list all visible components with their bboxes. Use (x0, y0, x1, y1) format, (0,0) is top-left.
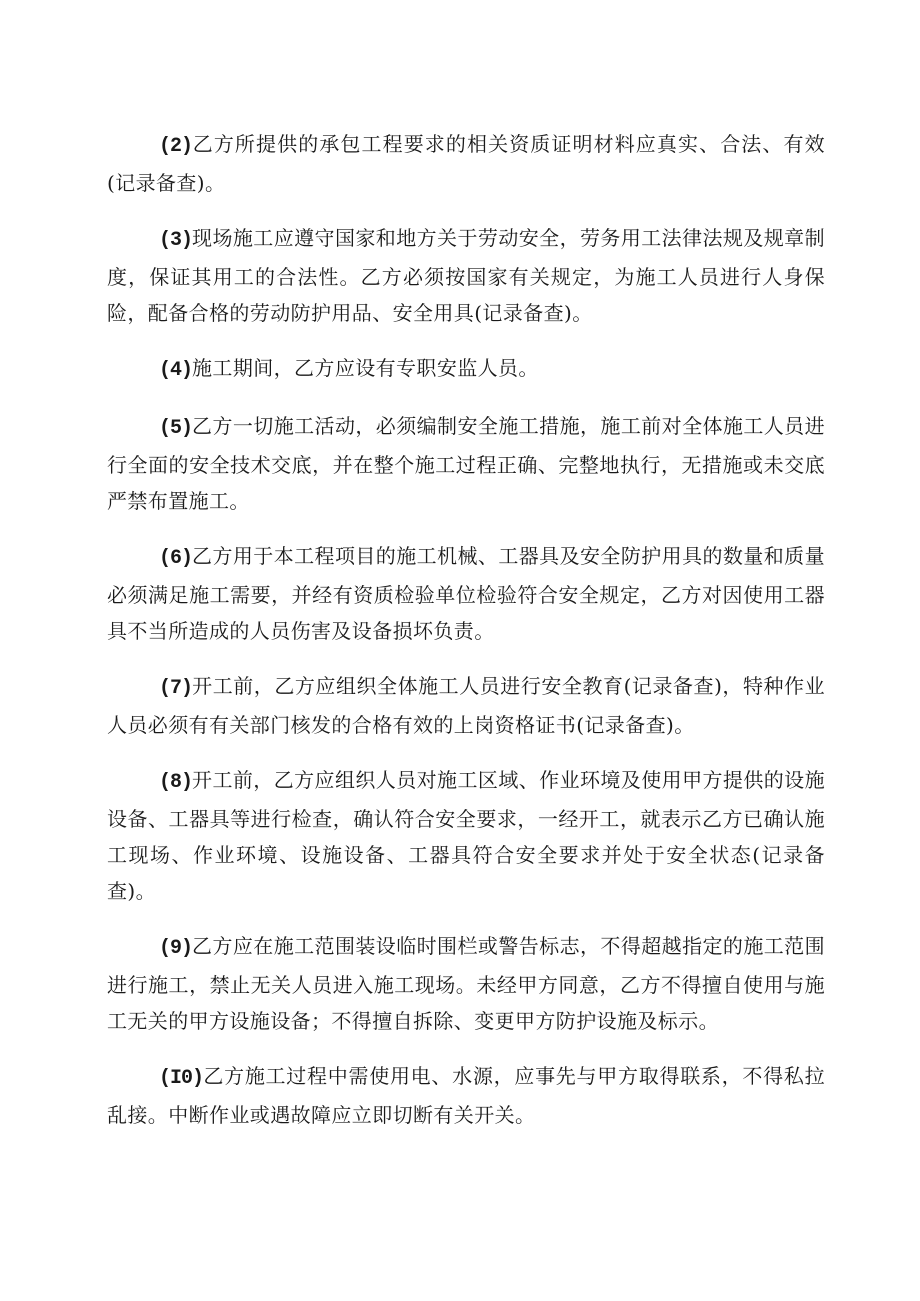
clause-text: 乙方用于本工程项目的施工机械、工器具及安全防护用具的数量和质量必须满足施工需要，并经有资质检验单位检验符合安全规定，乙方对因使用工器具不当所造成的人员伤害及设备损坏负责。 (107, 544, 825, 643)
clause-text: 乙方施工过程中需使用电、水源，应事先与甲方取得联系，不得私拉乱接。中断作业或遇故障应立即切断有关开关。 (107, 1064, 825, 1127)
clause-3 (107, 220, 825, 331)
clause-5 (107, 408, 825, 519)
clause-text: 乙方应在施工范围装设临时围栏或警告标志，不得超越指定的施工范围进行施工，禁止无关人员进入施工现场。未经甲方同意，乙方不得擅自使用与施工无关的甲方设施设备；不得擅自拆除、变更甲方防护设施及标示。 (107, 934, 825, 1033)
clause-7 (107, 668, 825, 743)
clause-text: 施工期间，乙方应设有专职安监人员。 (192, 356, 539, 380)
clause-number: (7) (159, 677, 193, 700)
clause-text: 乙方一切施工活动，必须编制安全施工措施，施工前对全体施工人员进行全面的安全技术交底，并在整个施工过程正确、完整地执行，无措施或未交底严禁布置施工。 (107, 414, 825, 513)
clause-text: 现场施工应遵守国家和地方关于劳动安全，劳务用工法律法规及规章制度，保证其用工的合法性。乙方必须按国家有关规定，为施工人员进行人身保险，配备合格的劳动防护用品、安全用具(记录备查)。 (107, 226, 825, 325)
clause-number: (I0) (159, 1067, 204, 1090)
clause-number: (2) (159, 135, 193, 158)
clause-number: (8) (159, 771, 193, 794)
clause-text: 开工前，乙方应组织人员对施工区域、作业环境及使用甲方提供的设施设备、工器具等进行检查，确认符合安全要求，一经开工，就表示乙方已确认施工现场、作业环境、设施设备、工器具符合安全要求并处于安全状态(记录备查)。 (107, 768, 825, 903)
clause-number: (9) (159, 937, 193, 960)
clause-number: (5) (159, 417, 193, 440)
clause-2 (107, 126, 825, 201)
clause-text: 乙方所提供的承包工程要求的相关资质证明材料应真实、合法、有效(记录备查)。 (107, 132, 825, 195)
clause-number: (4) (159, 359, 193, 382)
clause-10 (107, 1058, 825, 1133)
clause-number: (3) (159, 229, 193, 252)
clause-8 (107, 762, 825, 909)
clause-4 (107, 350, 825, 389)
clause-6 (107, 538, 825, 649)
clause-9 (107, 928, 825, 1039)
clause-text: 开工前，乙方应组织全体施工人员进行安全教育(记录备查)，特种作业人员必须有有关部门核发的合格有效的上岗资格证书(记录备查)。 (107, 674, 825, 737)
document-body (107, 126, 825, 1152)
clause-number: (6) (159, 547, 193, 570)
